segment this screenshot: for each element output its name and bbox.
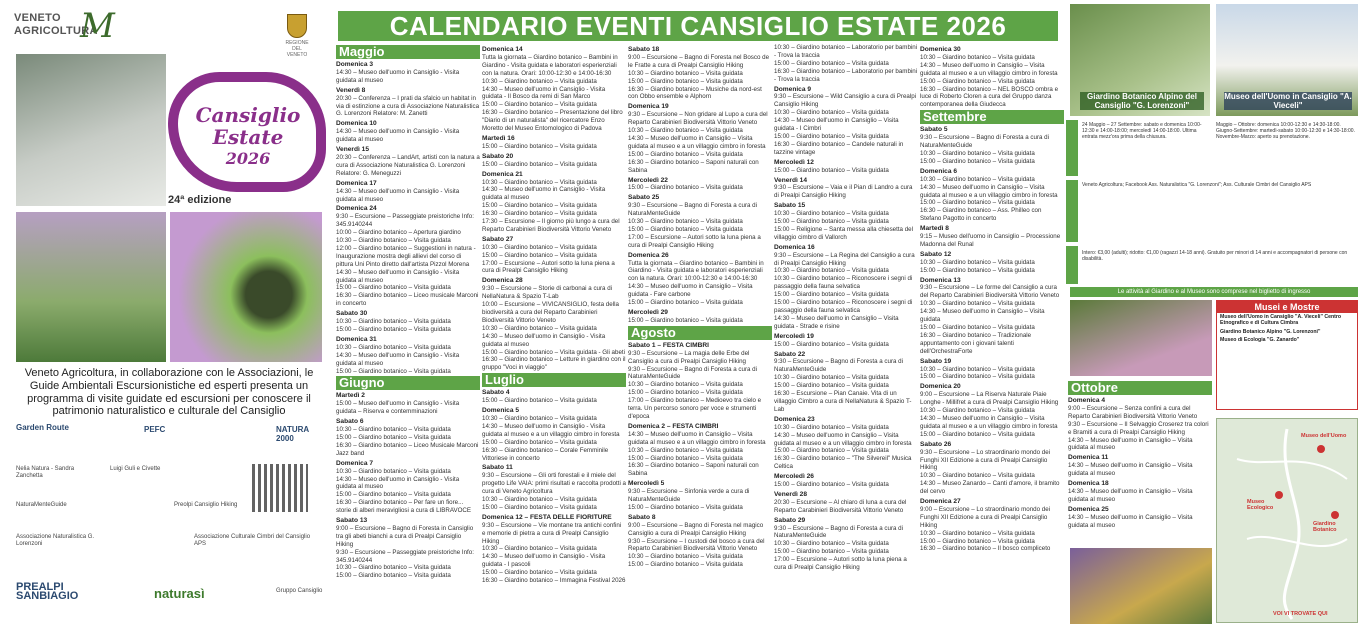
calendar-column-5 (920, 44, 1064, 553)
calendar-title: CALENDARIO EVENTI CANSIGLIO ESTATE 2026 (338, 11, 1058, 41)
included-activities-banner: Le attività al Giardino e al Museo sono comprese nel biglietto di ingresso (1070, 287, 1358, 297)
partner-naturasi: naturasì (154, 586, 205, 601)
event-entry: 14:30 – Museo dell'uomo in Cansiglio - Visita guidata al museo (482, 332, 606, 348)
va-mark-icon: M (80, 6, 115, 46)
event-entry: 15:00 – Giardino botanico – Visita guidata (920, 199, 1035, 207)
event-entry: 14:30 – Museo dell'uomo in Cansiglio – Visita guidata - I Cimbri (774, 117, 899, 133)
edition-label: 24ª edizione (168, 194, 232, 206)
event-entry: 10:30 – Giardino botanico – Visita guidata (920, 300, 1035, 308)
event-date: Martedì 8 (920, 225, 949, 233)
event-entry: 15:00 – Giardino botanico – Visita guidata (482, 101, 597, 109)
event-entry: 14:30 – Museo dell'uomo in Cansiglio – Visita guidata - Strade e risine (774, 314, 899, 330)
event-entry: 15:00 – Giardino botanico – Visita guidata (920, 537, 1035, 545)
event-entry: 16:30 – Giardino botanico – Musiche da nord-est con Obbo ensemble e Alphorn (628, 85, 762, 101)
event-date: Domenica 13 (920, 276, 961, 284)
event-entry: 10:30 – Giardino botanico – Visita guidata (482, 545, 597, 553)
event-date: Domenica 19 (628, 103, 669, 111)
event-entry: 16:30 – Giardino botanico – NEL BOSCO ombra e luce di Roberto Cloren a cura del Gruppo danza contemporanea della Giudecca (920, 85, 1059, 109)
event-entry: 16:30 – Giardino botanico – Presentazione del libro "Diario di un naturalista" del ricercatore Enzo Moretto del Museo Entomologico di Padova (482, 109, 623, 133)
event-entry: 9:30 – Escursione – La magia delle Erbe del Cansiglio a cura di Prealpi Cansiglio Hiking (628, 349, 750, 365)
event-entry: 14:30 – Museo dell'uomo in Cansiglio - Visita guidata al museo (336, 68, 460, 84)
event-entry: 10:30 – Giardino botanico – Visita guidata (336, 426, 451, 434)
event-entry: 15:00 – Giardino botanico – Visita guidata (482, 569, 597, 577)
event-entry: 9:00 – Escursione – Bagno di Foresta in Cansiglio tra gli abeti bianchi a cura di Prealpi Cansiglio Hiking (336, 524, 474, 548)
month-header: Ottobre (1068, 381, 1212, 395)
event-entry: 15:00 – Giardino botanico – Visita guidata - Gli abeti (482, 348, 625, 356)
event-date: Sabato 27 (482, 235, 514, 243)
partner-nelia-natura: Nelia Natura - Sandra Zanchetta (16, 466, 75, 479)
event-entry: 15:00 – Giardino botanico – Visita guidata (920, 373, 1035, 381)
event-entry: 15:00 – Giardino botanico – Visita guidata (628, 299, 743, 307)
event-date: Domenica 11 (1068, 454, 1109, 462)
event-entry: 9:30 – Escursione – Lo straordinario mondo dei Funghi XII Edizione a cura di Prealpi Cansiglio Hiking (920, 448, 1051, 472)
event-entry: 14:30 – Museo dell'uomo in Cansiglio – Visita guidata al museo (1068, 436, 1193, 452)
event-entry: 10:30 – Giardino botanico – Visita guidata (920, 365, 1035, 373)
event-date: Sabato 26 (920, 440, 952, 448)
event-entry: 14:30 – Museo dell'uomo in Cansiglio – Visita guidata al museo e a un villaggio cimbro in foresta (920, 183, 1058, 199)
event-date: Sabato 30 (336, 310, 368, 318)
veneto-agricoltura-logo: VENETO AGRICOLTURA (14, 12, 98, 37)
event-date: Martedì 16 (482, 134, 515, 142)
event-entry: 10:30 – Giardino botanico – Visita guidata (920, 175, 1035, 183)
event-entry: 14:30 – Museo dell'uomo in Cansiglio - Visita guidata al museo (336, 128, 460, 144)
logo-text: Cansiglio Estate 2026 (195, 103, 301, 168)
qr-code[interactable] (252, 464, 308, 512)
event-date: Mercoledì 19 (774, 332, 814, 340)
event-entry: 17:00 – Escursione – Autori sotto la luna piena a cura di Prealpi Cansiglio Hiking (774, 556, 907, 572)
event-entry: 14:30 – Museo dell'uomo in Cansiglio – Visita guidata al museo (1068, 487, 1193, 503)
photo-flowers-bottom (1070, 548, 1212, 624)
event-entry: 10:30 – Giardino botanico – Visita guidata (628, 69, 743, 77)
event-entry: 10:00 – Escursione – VIVICANSIGLIO, festa della biodiversità a cura del Reparto Carabinieri Biodiversità Vittorio Veneto (482, 301, 619, 324)
event-date: Domenica 21 (482, 170, 523, 178)
event-entry: 10:30 – Giardino botanico – Visita guidata (628, 446, 743, 454)
event-entry: 15:00 – Giardino botanico – Visita guidata (774, 382, 889, 390)
museum-hours: Maggio – Ottobre: domenica 10:00-12:30 e 14:30-18:00. Giugno-Settembre: martedì-sabato 10:00-12:30 e 14:30-18:00. Novembre-Marzo: aperto su prenotazione. (1216, 122, 1355, 141)
event-date: Domenica 27 (920, 498, 961, 506)
event-entry: 14:30 – Museo dell'uomo in Cansiglio – Visita guidata - Fare carbone (628, 283, 753, 299)
event-entry: 20:30 – Conferenza – LandArt, artisti con la natura a cura di Associazione Naturalistica G. Lorenzoni Relatore: G. Meneguzzi (336, 153, 480, 177)
event-entry: 15:00 – Giardino botanico – Visita guidata (628, 389, 743, 397)
event-entry: 10:30 – Giardino botanico – Laboratorio per bambini - Trova la traccia (774, 44, 918, 59)
garden-caption: Giardino Botanico Alpino del Cansiglio "G. Lorenzoni" (1080, 92, 1204, 110)
event-date: Domenica 20 (920, 383, 961, 391)
event-date: Domenica 4 (1068, 397, 1106, 404)
event-date: Sabato 15 (774, 202, 806, 210)
event-date: Domenica 2 – FESTA CIMBRI (628, 422, 719, 430)
event-entry: 9:00 – Escursione – Bagno di Foresta nel magico Cansiglio a cura di Prealpi Cansiglio Hiking (628, 521, 764, 537)
event-entry: 9:00 – Escursione – Bagno di Foresta nel Bosco de le Fratte a cura di Prealpi Cansiglio Hiking (628, 53, 770, 69)
event-date: Domenica 24 (336, 205, 377, 213)
event-entry: 10:30 – Giardino botanico – Riconoscere i segni di passaggio della fauna selvatica (774, 275, 913, 291)
map-label-giardino: Giardino Botanico (1313, 521, 1337, 533)
event-entry: 15:00 – Giardino botanico – Visita guidata (920, 77, 1035, 85)
event-date: Domenica 30 (920, 46, 961, 53)
event-date: Sabato 22 (774, 350, 806, 358)
event-entry: 10:30 – Giardino botanico – Visita guidata (482, 178, 597, 186)
musei-item: Museo di Ecologia "G. Zanardo" (1220, 336, 1300, 343)
event-entry: 16:30 – Giardino botanico – Per fare un fiore... storie di alberi meravigliosi a cura di LIBRAVOCE (336, 499, 472, 515)
event-entry: 9:30 – Escursione – Sinfonia verde a cura di NaturaMenteGuide (628, 488, 750, 504)
event-entry: 15:00 – Giardino botanico – Riconoscere i segni di passaggio della fauna selvatica (774, 299, 913, 314)
event-entry: 14:30 – Museo dell'uomo in Cansiglio – Visita guidata (920, 308, 1045, 324)
event-entry: 15:00 – Giardino botanico – Visita guidata (920, 324, 1035, 331)
event-entry: 16:30 – Giardino botanico – Il bosco compliceto (920, 545, 1051, 553)
event-entry: 9:15 – Museo dell'uomo in Cansiglio – Processione Madonna del Runal (920, 233, 1061, 248)
event-date: Venerdì 8 (336, 86, 366, 94)
event-date: Mercoledì 22 (628, 176, 668, 184)
event-entry: 10:30 – Giardino botanico – Visita guidata (920, 53, 1035, 61)
event-date: Domenica 5 (482, 407, 520, 415)
event-entry: 15:00 – Giardino botanico – Visita guidata (774, 59, 889, 67)
event-entry: 10:30 – Giardino botanico – Visita guidata (774, 267, 889, 275)
event-entry: 14:30 – Museo dell'uomo in Cansiglio - Visita guidata al museo (336, 268, 460, 284)
event-entry: 15:00 – Giardino botanico – Visita guidata (628, 225, 743, 233)
event-date: Sabato 25 (628, 194, 660, 202)
event-entry: Tutta la giornata – Giardino botanico – Bambini in Giardino - Visita guidata e laboratori esperienziali con la natura. Orari: 10:00-12:30 e 14:00-16:30 (628, 259, 764, 283)
event-entry: Tutta la giornata – Giardino botanico – Bambini in Giardino - Visita guidata e laboratori esperienziali con la natura. Orari: 10:00-12:30 e 14:00-16:30 (482, 53, 618, 77)
event-entry: 10:30 – Giardino botanico – Visita guidata (628, 127, 743, 135)
event-entry: 15:00 – Giardino botanico – Visita guidata (482, 251, 597, 259)
event-entry: 14:30 – Museo dell'uomo in Cansiglio - Visita guidata al museo e a un villaggio cimbro in foresta (482, 422, 620, 438)
event-date: Venerdì 15 (336, 146, 369, 154)
event-entry: 14:30 – Museo dell'uomo in Cansiglio – Visita guidata al museo (1068, 462, 1193, 478)
event-entry: 14:30 – Museo dell'uomo in Cansiglio - Visita guidata al museo (336, 187, 460, 203)
map-label-museo-ecologico: Museo Ecologico (1247, 499, 1274, 511)
event-date: Sabato 13 (336, 517, 368, 525)
photo-forest-fog (16, 54, 166, 206)
musei-item: Giardino Botanico Alpino "G. Lorenzoni" (1220, 328, 1321, 335)
event-date: Mercoledì 5 (628, 480, 665, 488)
event-date: Domenica 26 (628, 251, 669, 259)
event-entry: 10:30 – Giardino botanico – Visita guidata (336, 467, 451, 475)
event-entry: 15:00 – Giardino botanico – Visita guidata (920, 430, 1035, 438)
event-entry: 15:00 – Religione – Santa messa alla chiesetta del villaggio cimbro di Vallorch (774, 225, 913, 241)
event-entry: 14:30 – Museo dell'uomo in Cansiglio – Visita guidata al museo e a un villaggio cimbro in foresta (628, 134, 766, 150)
event-entry: 14:30 – Museo dell'uomo in Cansiglio – Visita guidata al museo e a un villaggio cimbro in foresta (628, 430, 766, 446)
event-entry: 15:00 – Giardino botanico – Visita guidata (628, 561, 743, 569)
event-entry: 15:00 – Giardino botanico – Visita guidata (336, 491, 451, 499)
partner-cimbri: Associazione Culturale Cimbri del Cansiglio APS (194, 534, 311, 547)
event-entry: 9:30 – Escursione – Bagno di Foresta a cura di NaturaMenteGuide (774, 358, 903, 374)
event-entry: 9:30 – Escursione – Il Selvaggio Croserez tra colori e Bramiti a cura di Prealpi Cansiglio Hiking (1068, 420, 1209, 436)
event-entry: 16:30 – Giardino botanico – Laboratorio per bambini - Trova la traccia (774, 67, 918, 83)
event-entry: 15:00 – Giardino botanico – Visita guidata (774, 166, 889, 174)
tab-tariffs (1066, 246, 1078, 284)
event-date: Venerdì 28 (774, 490, 807, 498)
musei-title: Musei e Mostre (1217, 301, 1357, 313)
event-entry: 9:30 – Escursione – Gli orti forestali e il miele del progetto Life VAIA: primi risultati e raccolta prodotti a cura di Veneto Agricoltura (482, 472, 626, 496)
event-entry: 9:30 – Escursione – Wild Cansiglio a cura di Prealpi Cansiglio Hiking (774, 93, 917, 109)
event-entry: 10:30 – Giardino botanico – Visita guidata (628, 218, 743, 226)
event-entry: 15:00 – Giardino botanico – Visita guidata (628, 77, 743, 85)
event-date: Domenica 9 (774, 85, 812, 93)
event-entry: 15:00 – Giardino botanico – Visita guidata (774, 481, 889, 489)
event-date: Domenica 31 (336, 335, 377, 343)
event-entry: 15:00 – Giardino botanico – Visita guidata (482, 202, 597, 210)
event-date: Sabato 19 (920, 357, 952, 365)
intro-text: Veneto Agricoltura, in collaborazione con le Associazioni, le Guide Ambientali Escursionistiche ed esperti presenta un programma di visite guidate ed escursioni per conoscere il patrimonio naturalistico e culturale del Cansiglio (24, 367, 314, 418)
event-date: Sabato 4 (482, 389, 510, 397)
calendar-column-3 (628, 44, 772, 569)
event-entry: 14:30 – Museo dell'uomo in Cansiglio - Visita guidata al museo (336, 351, 460, 367)
event-entry: 9:30 – Escursione – Vie montane tra antichi confini e memorie di pietra a cura di Prealpi Cansiglio Hiking (482, 521, 622, 545)
month-header: Maggio (336, 45, 480, 59)
event-entry: 20:30 – Conferenza – I prati da sfalcio un habitat in via di estinzione a cura di Associazione Naturalistica G. Lorenzoni Relatore: M. Zanetti (336, 94, 480, 118)
event-entry: 10:30 – Giardino botanico – Visita guidata (482, 243, 597, 251)
event-entry: 10:00 – Giardino botanico – Apertura giardino (336, 229, 461, 237)
event-entry: 10:30 – Giardino botanico – Visita guidata (482, 77, 597, 85)
event-entry: 14:30 – Museo dell'uomo in Cansiglio - Visita guidata al museo (482, 186, 606, 202)
event-entry: 10:30 – Giardino botanico – Visita guidata (336, 564, 451, 572)
area-map[interactable] (1216, 418, 1358, 623)
event-entry: 15:00 – Giardino botanico – Visita guidata (482, 503, 597, 511)
event-entry: 16:30 – Giardino botanico – Liceo Musicale Marconi Jazz band (336, 441, 479, 457)
photo-beetle (170, 212, 322, 362)
partners-area (14, 420, 326, 625)
event-entry: 15:00 – Giardino botanico – Visita guidata (774, 447, 889, 455)
event-entry: 16:30 – Giardino botanico – Immagina Festival 2026 (482, 577, 626, 585)
event-date: Mercoledì 26 (774, 473, 814, 481)
event-date: Mercoledì 12 (774, 158, 814, 166)
partner-prealpi-hiking: Preolpi Cansiglio Hiking (174, 502, 238, 508)
event-entry: 10:30 – Giardino botanico – Visita guidata (920, 407, 1035, 415)
event-entry: 15:00 – Giardino botanico – Visita guidata (774, 291, 889, 299)
event-entry: 10:30 – Giardino botanico – Visita guidata (920, 472, 1035, 480)
partner-pefc: PEFC (144, 425, 166, 434)
event-entry: 15:00 – Giardino botanico – Visita guidata (482, 160, 597, 168)
event-entry: 16:30 – Giardino botanico – Liceo musicale Marconi in concerto (336, 292, 479, 308)
calendar-column-1 (336, 44, 480, 580)
calendar-column-ottobre (1068, 380, 1212, 530)
event-entry: 14:30 – Museo dell'uomo in Cansiglio - Visita guidata al museo (336, 475, 460, 491)
event-entry: 14:30 – Museo dell'uomo in Cansiglio - Visita guidata - Il Bosco da remi di San Marco (482, 85, 606, 101)
month-header: Luglio (482, 373, 626, 387)
event-date: Domenica 17 (336, 179, 377, 187)
event-entry: 15:00 – Giardino botanico – Visita guidata (482, 397, 597, 405)
event-entry: 15:00 – Giardino botanico – Visita guidata (628, 316, 743, 324)
event-entry: 10:30 – Giardino botanico – Visita guidata (774, 109, 889, 117)
event-entry: 9:30 – Escursione – Bagno di Foresta a cura di NaturaMenteGuide (920, 134, 1049, 150)
map-you-are-here: VOI VI TROVATE QUI (1273, 611, 1328, 617)
partner-lorenzoni: Associazione Naturalistica G. Lorenzoni (16, 534, 95, 547)
event-entry: 10:30 – Giardino botanico – Visita guidata (920, 258, 1035, 266)
event-entry: 15:00 – Giardino botanico – Visita guidata (336, 367, 451, 375)
garden-hours: 24 Maggio – 27 Settembre: sabato e domenica 10:00-12:30 e 14:00-18:00; mercoledì 14:00-18:00. Ultima entrata mezz'ora prima della chiusura. (1082, 122, 1202, 141)
event-date: Martedì 2 (336, 392, 365, 400)
event-entry: 16:30 – Escursione – Pian Canaie. Vita di un villaggio Cimbro a cura di NellaNatura & Spazio T-Lab (774, 390, 912, 413)
event-entry: 9:30 – Escursione – Vaia e il Pian di Landro a cura di Prealpi Cansiglio Hiking (774, 184, 913, 200)
event-date: Sabato 29 (774, 516, 806, 524)
event-entry: 20:30 – Escursione – Al chiaro di luna a cura del Reparto Carabinieri Biodiversità Vittorio Veneto (774, 498, 907, 514)
event-entry: 15:00 – Giardino botanico – Visita guidata (336, 326, 451, 333)
event-entry: 9:00 – Escursione – La Riserva Naturale Piaie Longhe - Millifret a cura di Prealpi Cansiglio Hiking (920, 391, 1059, 407)
month-header: Giugno (336, 376, 480, 390)
calendar-column-2 (482, 44, 626, 585)
event-date: Domenica 16 (774, 243, 815, 251)
month-header: Settembre (920, 110, 1064, 124)
event-date: Sabato 1 – FESTA CIMBRI (628, 341, 709, 349)
event-entry: 14:30 – Museo dell'uomo in Cansiglio - Visita guidata - I pascoli (482, 553, 606, 569)
event-entry: 16:30 – Giardino botanico – Corale Femminile Vittoriese in concerto (482, 446, 609, 462)
event-entry: 15:00 – Giardino botanico – Visita guidata (920, 157, 1035, 165)
event-date: Sabato 8 (628, 513, 656, 521)
event-entry: 15:00 – Giardino botanico – Visita guidata (482, 142, 597, 150)
event-entry: 16:30 – Giardino botanico – "The Silvereil" Musica Celtica (774, 455, 912, 471)
event-date: Domenica 10 (336, 120, 377, 128)
calendar-column-4 (774, 44, 918, 572)
regione-veneto-logo: REGIONE DEL VENETO (282, 14, 312, 58)
event-entry: 15:00 – Giardino botanico – Visita guidata (774, 548, 889, 556)
event-entry: 16:30 – Giardino botanico – Tradizionale appuntamento con i giovani talenti dell'OrchestraForte (920, 331, 1032, 355)
event-entry: 9:30 – Escursione – Bagno di Foresta a cura di NaturaMenteGuide (628, 202, 757, 218)
event-date: Sabato 6 (336, 418, 364, 426)
event-entry: 16:30 – Giardino botanico – Ass. Philleo con Stefano Pagotto in concerto (920, 207, 1042, 223)
event-entry: 15:00 – Giardino botanico – Visita guidata (482, 438, 597, 446)
event-date: Sabato 18 (628, 46, 660, 53)
event-entry: 9:00 – Escursione – Senza confini a cura del Reparto Carabinieri Biodiversità Vittorio Veneto (1068, 404, 1198, 420)
event-entry: 15:00 – Giardino botanico – Visita guidata (628, 150, 743, 158)
left-panel (0, 0, 334, 631)
event-entry: 14:30 – Museo Zanardo – Canti d'amore, il bramito del cervo (920, 480, 1060, 496)
event-entry: 9:30 – Escursione – La Regina del Cansiglio a cura di Prealpi Cansiglio Hiking (774, 251, 915, 267)
partner-luigi-guli: Luigi Guli e Civette (110, 466, 161, 472)
event-entry: 10:30 – Giardino botanico – Visita guidata (336, 237, 451, 245)
event-date: Sabato 5 (920, 126, 948, 134)
tab-contacts (1066, 180, 1078, 242)
partner-garden-route: Garden Route (16, 423, 69, 432)
event-entry: 17:00 – Escursione – Autori sotto la luna piena a cura di Prealpi Cansiglio Hiking (482, 259, 615, 275)
event-entry: 16:30 – Giardino botanico – Visita guidata (482, 210, 597, 218)
event-date: Mercoledì 29 (628, 309, 668, 316)
tariffs-info: Intero: €3,00 (adulti); ridotto: €1,00 (ragazzi 14-18 anni). Gratuito per minori di 14 anni e accompagnatori di persone con disabilità. (1082, 250, 1348, 263)
event-entry: 16:30 – Giardino botanico – Candele naturali in tazzine vintage (774, 140, 904, 156)
event-date: Sabato 20 (482, 152, 514, 160)
event-entry: 10:30 – Giardino botanico – Visita guidata (774, 540, 889, 548)
event-entry: 15:00 – Giardino botanico – Visita guidata (336, 433, 451, 441)
photo-activities (1070, 300, 1212, 376)
event-entry: 9:30 – Escursione – Le forme del Cansiglio a cura del Reparto Carabinieri Biodiversità Vittorio Veneto (920, 284, 1060, 300)
map-label-museo-uomo: Museo dell'Uomo (1301, 433, 1347, 439)
event-entry: 10:30 – Giardino botanico – Visita guidata (628, 553, 743, 561)
event-date: Domenica 14 (482, 46, 523, 53)
event-date: Domenica 3 (336, 61, 374, 68)
musei-box (1216, 300, 1358, 410)
event-entry: 9:30 – Escursione – Bagno di Foresta a cura di NaturaMenteGuide (774, 524, 903, 540)
event-entry: 14:30 – Museo dell'uomo in Cansiglio – Visita guidata al museo (1068, 513, 1193, 529)
event-entry: 9:30 – Escursione – Storie di carbonai a cura di NellaNatura & Spazio T-Lab (482, 285, 613, 301)
event-entry: 10:30 – Giardino botanico – Visita guidata (920, 529, 1035, 537)
event-date: Domenica 12 – FESTA DELLE FIORITURE (482, 513, 612, 521)
event-entry: 14:30 – Museo dell'uomo in Cansiglio – Visita guidata al museo e a un villaggio cimbro in foresta (774, 431, 912, 447)
event-entry: 16:30 – Giardino botanico – Saponi naturali con Sabina (628, 462, 759, 478)
event-date: Sabato 11 (482, 464, 513, 472)
event-entry: 10:30 – Giardino botanico – Visita guidata (482, 414, 597, 422)
event-entry: 15:00 – Giardino botanico – Visita guidata (920, 266, 1035, 274)
event-entry: 9:30 – Escursione – Passeggiate preistoriche Info: 345.9140244 (336, 213, 474, 229)
event-entry: 15:00 – Giardino botanico – Visita guidata (336, 572, 451, 580)
event-entry: 16:30 – Giardino botanico – Letture in giardino con il gruppo "Voci in viaggio" (482, 356, 626, 372)
event-date: Sabato 12 (920, 250, 952, 258)
event-entry: 10:30 – Giardino botanico – Visita guidata (774, 210, 889, 218)
event-date: Domenica 7 (336, 459, 374, 467)
event-date: Domenica 6 (920, 167, 958, 175)
event-entry: 15:00 – Giardino botanico – Visita guidata (774, 340, 889, 348)
event-entry: 9:30 – Escursione – Passeggiate preistoriche Info: 345.9140244 (336, 548, 474, 564)
partner-prealpi-sanbiagio: PREALPI SANBIAGIO (16, 581, 79, 602)
museum-caption: Museo dell'Uomo in Cansiglio "A. Vieceli" (1224, 92, 1352, 110)
partner-gruppo-cansiglio: Gruppo Cansiglio (276, 588, 323, 594)
tab-opening-hours (1066, 120, 1078, 176)
event-entry: 15:00 – Giardino botanico – Visita guidata (628, 503, 743, 511)
event-entry: 16:30 – Giardino botanico – Saponi naturali con Sabina (628, 158, 759, 174)
musei-item: Museo dell'Uomo in Cansiglio "A. Vieceli" Centro Etnografico e di Cultura Cimbra (1220, 314, 1342, 327)
event-date: Venerdì 14 (774, 176, 807, 184)
crest-icon (287, 14, 307, 38)
event-entry: 9:30 – Escursione – Bagno di Foresta a cura di NaturaMenteGuide (628, 365, 757, 381)
event-entry: 17:00 – Giardino botanico – Medioevo tra cielo e terra. Un percorso sonoro per voce e strumenti d'epoca (628, 397, 762, 420)
event-date: Domenica 23 (774, 415, 815, 423)
event-entry: 9:30 – Escursione – Non gridare al Lupo a cura del Reparto Carabinieri Biodiversità Vittorio Veneto (628, 111, 768, 127)
partner-naturamente: NaturaMenteGuide (16, 502, 67, 508)
event-entry: 15:00 – Giardino botanico – Visita guidata (628, 184, 743, 192)
event-entry: 10:30 – Giardino botanico – Visita guidata (336, 343, 451, 351)
event-entry: 10:30 – Giardino botanico – Visita guidata (628, 381, 743, 389)
event-entry: 10:30 – Giardino botanico – Visita guidata (482, 324, 597, 332)
event-entry: 14:30 – Museo dell'uomo in Cansiglio – Visita guidata al museo e a un villaggio cimbro in foresta (920, 61, 1058, 77)
event-entry: 15:00 – Giardino botanico – Visita guidata (774, 218, 889, 226)
event-entry: 9:30 – Escursione – I custodi del bosco a cura del Reparto Carabinieri Biodiversità Vittorio Veneto (628, 537, 765, 553)
event-entry: 15:00 – Museo dell'uomo in Cansiglio - Visita guidata – Riserva e contemminazioni (336, 400, 460, 416)
event-entry: 14:30 – Museo dell'uomo in Cansiglio – Visita guidata al museo e a un villaggio cimbro in foresta (920, 414, 1058, 430)
month-header: Agosto (628, 326, 772, 340)
photo-flowers (16, 212, 166, 362)
event-entry: 15:00 – Giardino botanico – Visita guidata (336, 284, 451, 292)
event-entry: 15:00 – Giardino botanico – Visita guidata (628, 454, 743, 462)
event-date: Domenica 18 (1068, 480, 1109, 488)
event-entry: 10:30 – Giardino botanico – Visita guidata (774, 423, 889, 431)
partner-natura2000: NATURA 2000 (276, 425, 309, 443)
event-entry: 12:00 – Giardino botanico – Suggestioni in natura - Inaugurazione mostra degli allievi del corso di pittura Uni Pinto diretto dall'artista Pizzol Morena (336, 244, 476, 268)
event-entry: 9:00 – Escursione – Lo straordinario mondo dei Funghi XII Edizione a cura di Prealpi Cansiglio Hiking (920, 505, 1051, 529)
event-entry: 15:00 – Giardino botanico – Visita guidata (774, 132, 889, 140)
event-entry: 10:30 – Giardino botanico – Visita guidata (482, 496, 597, 504)
contacts-info: Veneto Agricoltura; Facebook Ass. Naturalistica "G. Lorenzoni"; Ass. Culturale Cimbri del Cansiglio APS (1082, 182, 1312, 188)
event-entry: 10:30 – Giardino botanico – Visita guidata (774, 374, 889, 382)
event-date: Domenica 28 (482, 277, 523, 285)
event-entry: 17:30 – Escursione – Il giorno più lungo a cura del Reparto Carabinieri Biodiversità Vittorio Veneto (482, 218, 620, 233)
event-entry: 10:30 – Giardino botanico – Visita guidata (336, 318, 451, 326)
event-date: Domenica 25 (1068, 505, 1109, 513)
event-entry: 17:00 – Escursione – Autori sotto la luna piena a cura di Prealpi Cansiglio Hiking (628, 233, 761, 249)
event-entry: 10:30 – Giardino botanico – Visita guidata (920, 149, 1035, 157)
